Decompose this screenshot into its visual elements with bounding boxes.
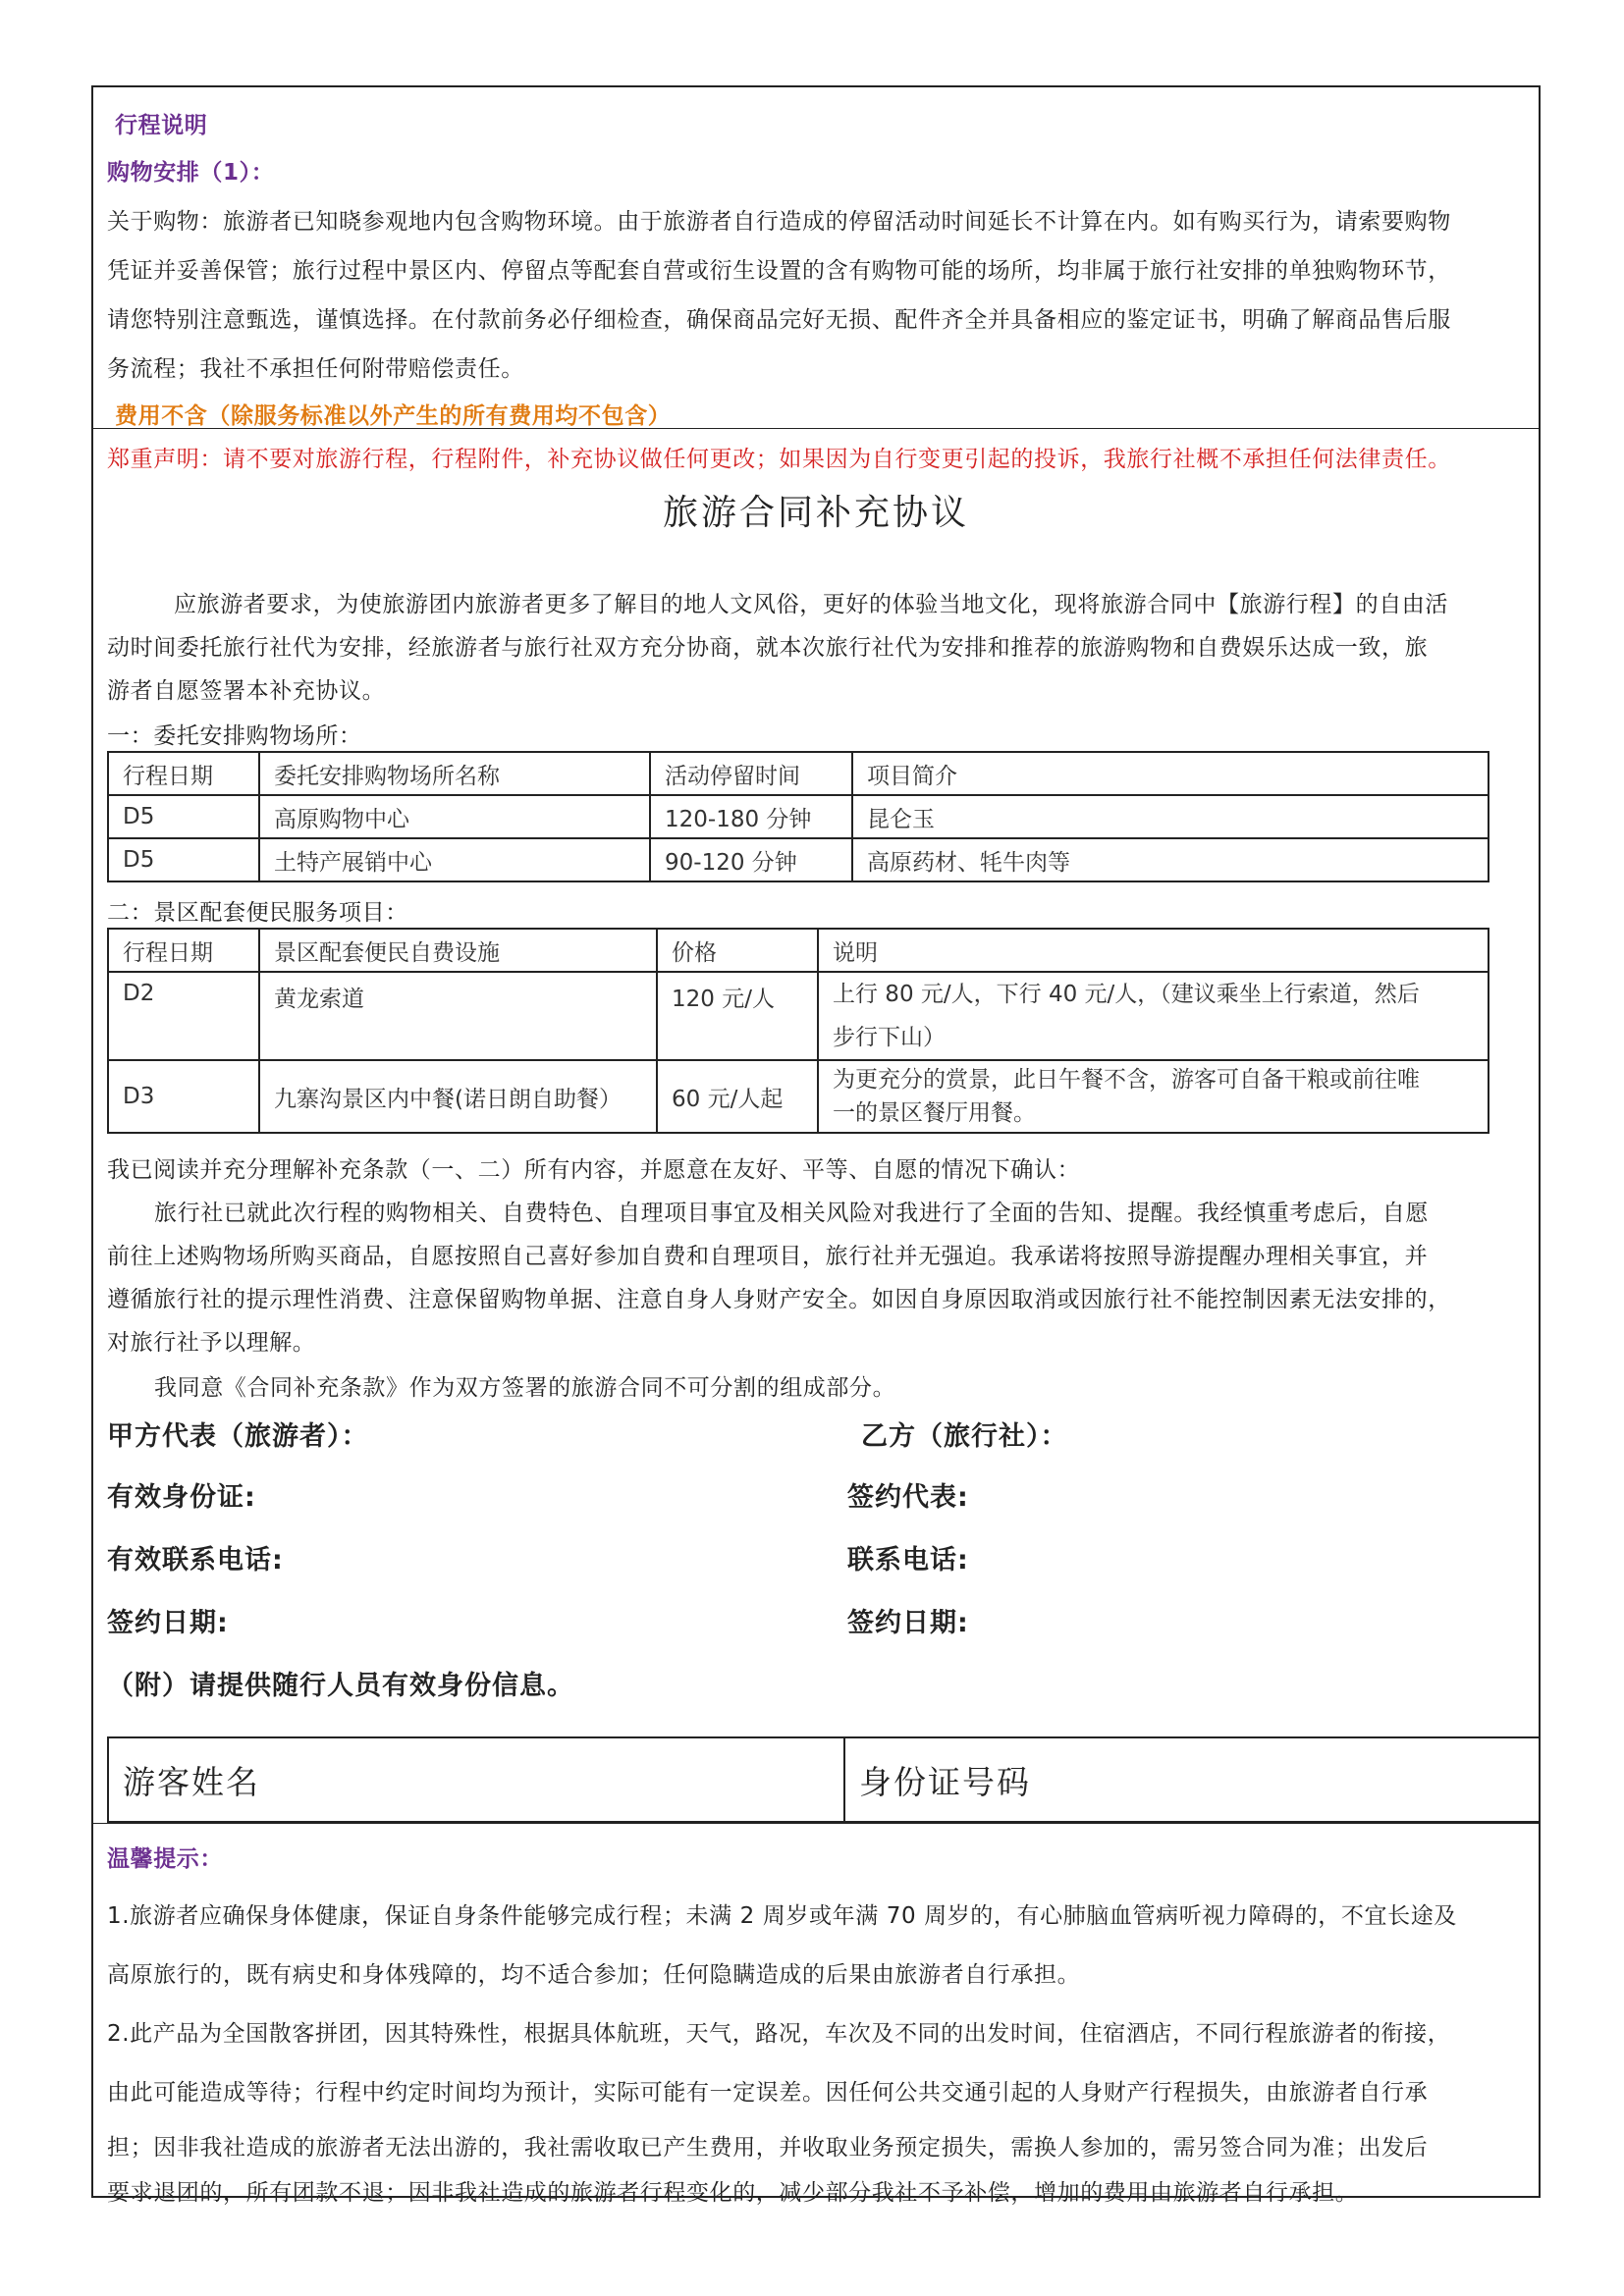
cell-line: 步行下山） [833,1025,946,1050]
itinerary-heading: 行程说明 [115,113,208,138]
table-row [108,838,1489,881]
confirm-line: 我已阅读并充分理解补充条款（一、二）所有内容，并愿意在友好、平等、自愿的情况下确认： [107,1157,1081,1183]
table-row [108,972,1489,1060]
table-cell: 九寨沟景区内中餐(诺日朗自助餐） [259,1060,657,1133]
table-header: 行程日期 [108,752,259,795]
shopping-paragraph-line: 关于购物：旅游者已知晓参观地内包含购物环境。由于旅游者自行造成的停留活动时间延长不计算在内。如有购买行为，请索要购物 [107,209,1451,235]
attachment-note: （附）请提供随行人员有效身份信息。 [107,1671,574,1701]
statement: 郑重声明：请不要对旅游行程，行程附件，补充协议做任何更改；如果因为自行变更引起的投诉，我旅行社概不承担任何法律责任。 [107,447,1451,472]
table-cell: D2 [108,972,259,1060]
id-card-label: 有效身份证: [107,1482,256,1513]
intro-line: 动时间委托旅行社代为安排，经旅游者与旅行社双方充分协商，就本次旅行社代为安排和推荐的旅游购物和自费娱乐达成一致，旅 [107,635,1429,661]
table-header-row [108,752,1489,795]
table-row [108,795,1489,838]
date-a-label: 签约日期: [107,1608,229,1638]
tips-line: 要求退团的，所有团款不退；因非我社造成的旅游者行程变化的，减少部分我社不予补偿，增加的费用由旅游者自行承担。 [107,2180,1359,2206]
table-cell: 黄龙索道 [259,972,657,1060]
shopping-paragraph-line: 务流程；我社不承担任何附带赔偿责任。 [107,356,524,382]
table-cell: D5 [108,795,259,838]
table-cell: 120-180 分钟 [650,795,852,838]
tips-line: 由此可能造成等待；行程中约定时间均为预计，实际可能有一定误差。因任何公共交通引起的人身财产行程损失，由旅游者自行承 [107,2080,1429,2106]
consent-line: 我同意《合同补充条款》作为双方签署的旅游合同不可分割的组成部分。 [154,1375,896,1401]
document-page [91,85,1541,2206]
shopping-paragraph-line: 请您特别注意甄选，谨慎选择。在付款前务必仔细检查，确保商品完好无损、配件齐全并具备相应的鉴定证书，明确了解商品售后服 [107,307,1451,333]
cost-exclusion: 费用不含（除服务标准以外产生的所有费用均不包含） [115,403,672,429]
notice-line: 对旅行社予以理解。 [107,1330,316,1356]
companion-id-table [107,1736,1541,1823]
table-header-row [108,929,1489,972]
table-cell: 60 元/人起 [657,1060,818,1133]
shopping-section-title: 一：委托安排购物场所： [107,723,362,749]
table-header: 行程日期 [108,929,259,972]
shopping-paragraph-line: 凭证并妥善保管；旅行过程中景区内、停留点等配套自营或衍生设置的含有购物可能的场所，均非属于旅行社安排的单独购物环节， [107,258,1451,284]
intro-line: 游者自愿签署本补充协议。 [107,678,386,704]
notice-line: 前往上述购物场所购买商品，自愿按照自己喜好参加自费和自理项目，旅行社并无强迫。我承诺将按照导游提醒办理相关事宜，并 [107,1244,1429,1269]
agreement-title: 旅游合同补充协议 [662,493,969,533]
table-cell: 土特产展销中心 [259,838,650,881]
phone-b-label: 联系电话: [847,1545,969,1575]
id-number-header: 身份证号码 [859,1762,1031,1801]
table-cell: D5 [108,838,259,881]
table-cell [818,1060,1489,1133]
intro-line: 应旅游者要求，为使旅游团内旅游者更多了解目的地人文风俗，更好的体验当地文化，现将旅游合同中【旅游行程】的自由活 [174,592,1448,617]
table-cell [818,972,1489,1060]
date-b-label: 签约日期: [847,1608,969,1638]
tips-line: 高原旅行的，既有病史和身体残障的，均不适合参加；任何隐瞒造成的后果由旅游者自行承担。 [107,1962,1081,1988]
table-header: 委托安排购物场所名称 [259,752,650,795]
sign-rep-label: 签约代表: [847,1482,969,1513]
table-header: 项目简介 [852,752,1489,795]
table-cell: 高原购物中心 [259,795,650,838]
notice-line: 遵循旅行社的提示理性消费、注意保留购物单据、注意自身人身财产安全。如因自身原因取消或因旅行社不能控制因素无法安排的， [107,1287,1451,1312]
phone-a-label: 有效联系电话: [107,1545,284,1575]
service-section-title: 二：景区配套便民服务项目： [107,900,408,926]
shopping-heading: 购物安排（1）： [107,160,275,186]
shopping-table [107,751,1489,882]
notice-line: 旅行社已就此次行程的购物相关、自费特色、自理项目事宜及相关风险对我进行了全面的告知、提醒。我经慎重考虑后，自愿 [154,1201,1429,1226]
table-cell: 90-120 分钟 [650,838,852,881]
table-cell: 120 元/人 [657,972,818,1060]
party-a-label: 甲方代表（旅游者）： [107,1421,369,1452]
tips-line: 担；因非我社造成的旅游者无法出游的，我社需收取已产生费用，并收取业务预定损失，需换人参加的，需另签合同为准；出发后 [107,2135,1429,2161]
table-header: 景区配套便民自费设施 [259,929,657,972]
cell-line: 一的景区餐厅用餐。 [833,1100,1036,1126]
party-b-label: 乙方（旅行社）： [861,1421,1068,1452]
service-table [107,928,1489,1134]
itinerary-section [93,87,1539,429]
cell-line: 上行 80 元/人，下行 40 元/人，（建议乘坐上行索道，然后 [833,982,1420,1007]
tips-line: 1.旅游者应确保身体健康，保证自身条件能够完成行程；未满 2 周岁或年满 70 周岁的，有心肺脑血管病听视力障碍的，不宜长途及 [107,1903,1457,1929]
cell-line: 为更充分的赏景，此日午餐不含，游客可自备干粮或前往唯 [833,1067,1420,1093]
divider [93,1823,1539,1824]
tips-heading: 温馨提示： [107,1846,223,1872]
table-header: 价格 [657,929,818,972]
table-row [108,1060,1489,1133]
table-cell: 昆仑玉 [852,795,1489,838]
tips-line: 2.此产品为全国散客拼团，因其特殊性，根据具体航班，天气，路况，车次及不同的出发时间，住宿酒店，不同行程旅游者的衔接， [107,2021,1451,2047]
visitor-name-header: 游客姓名 [109,1738,845,1821]
table-cell: D3 [108,1060,259,1133]
table-header: 说明 [818,929,1489,972]
table-cell: 高原药材、牦牛肉等 [852,838,1489,881]
table-header: 活动停留时间 [650,752,852,795]
